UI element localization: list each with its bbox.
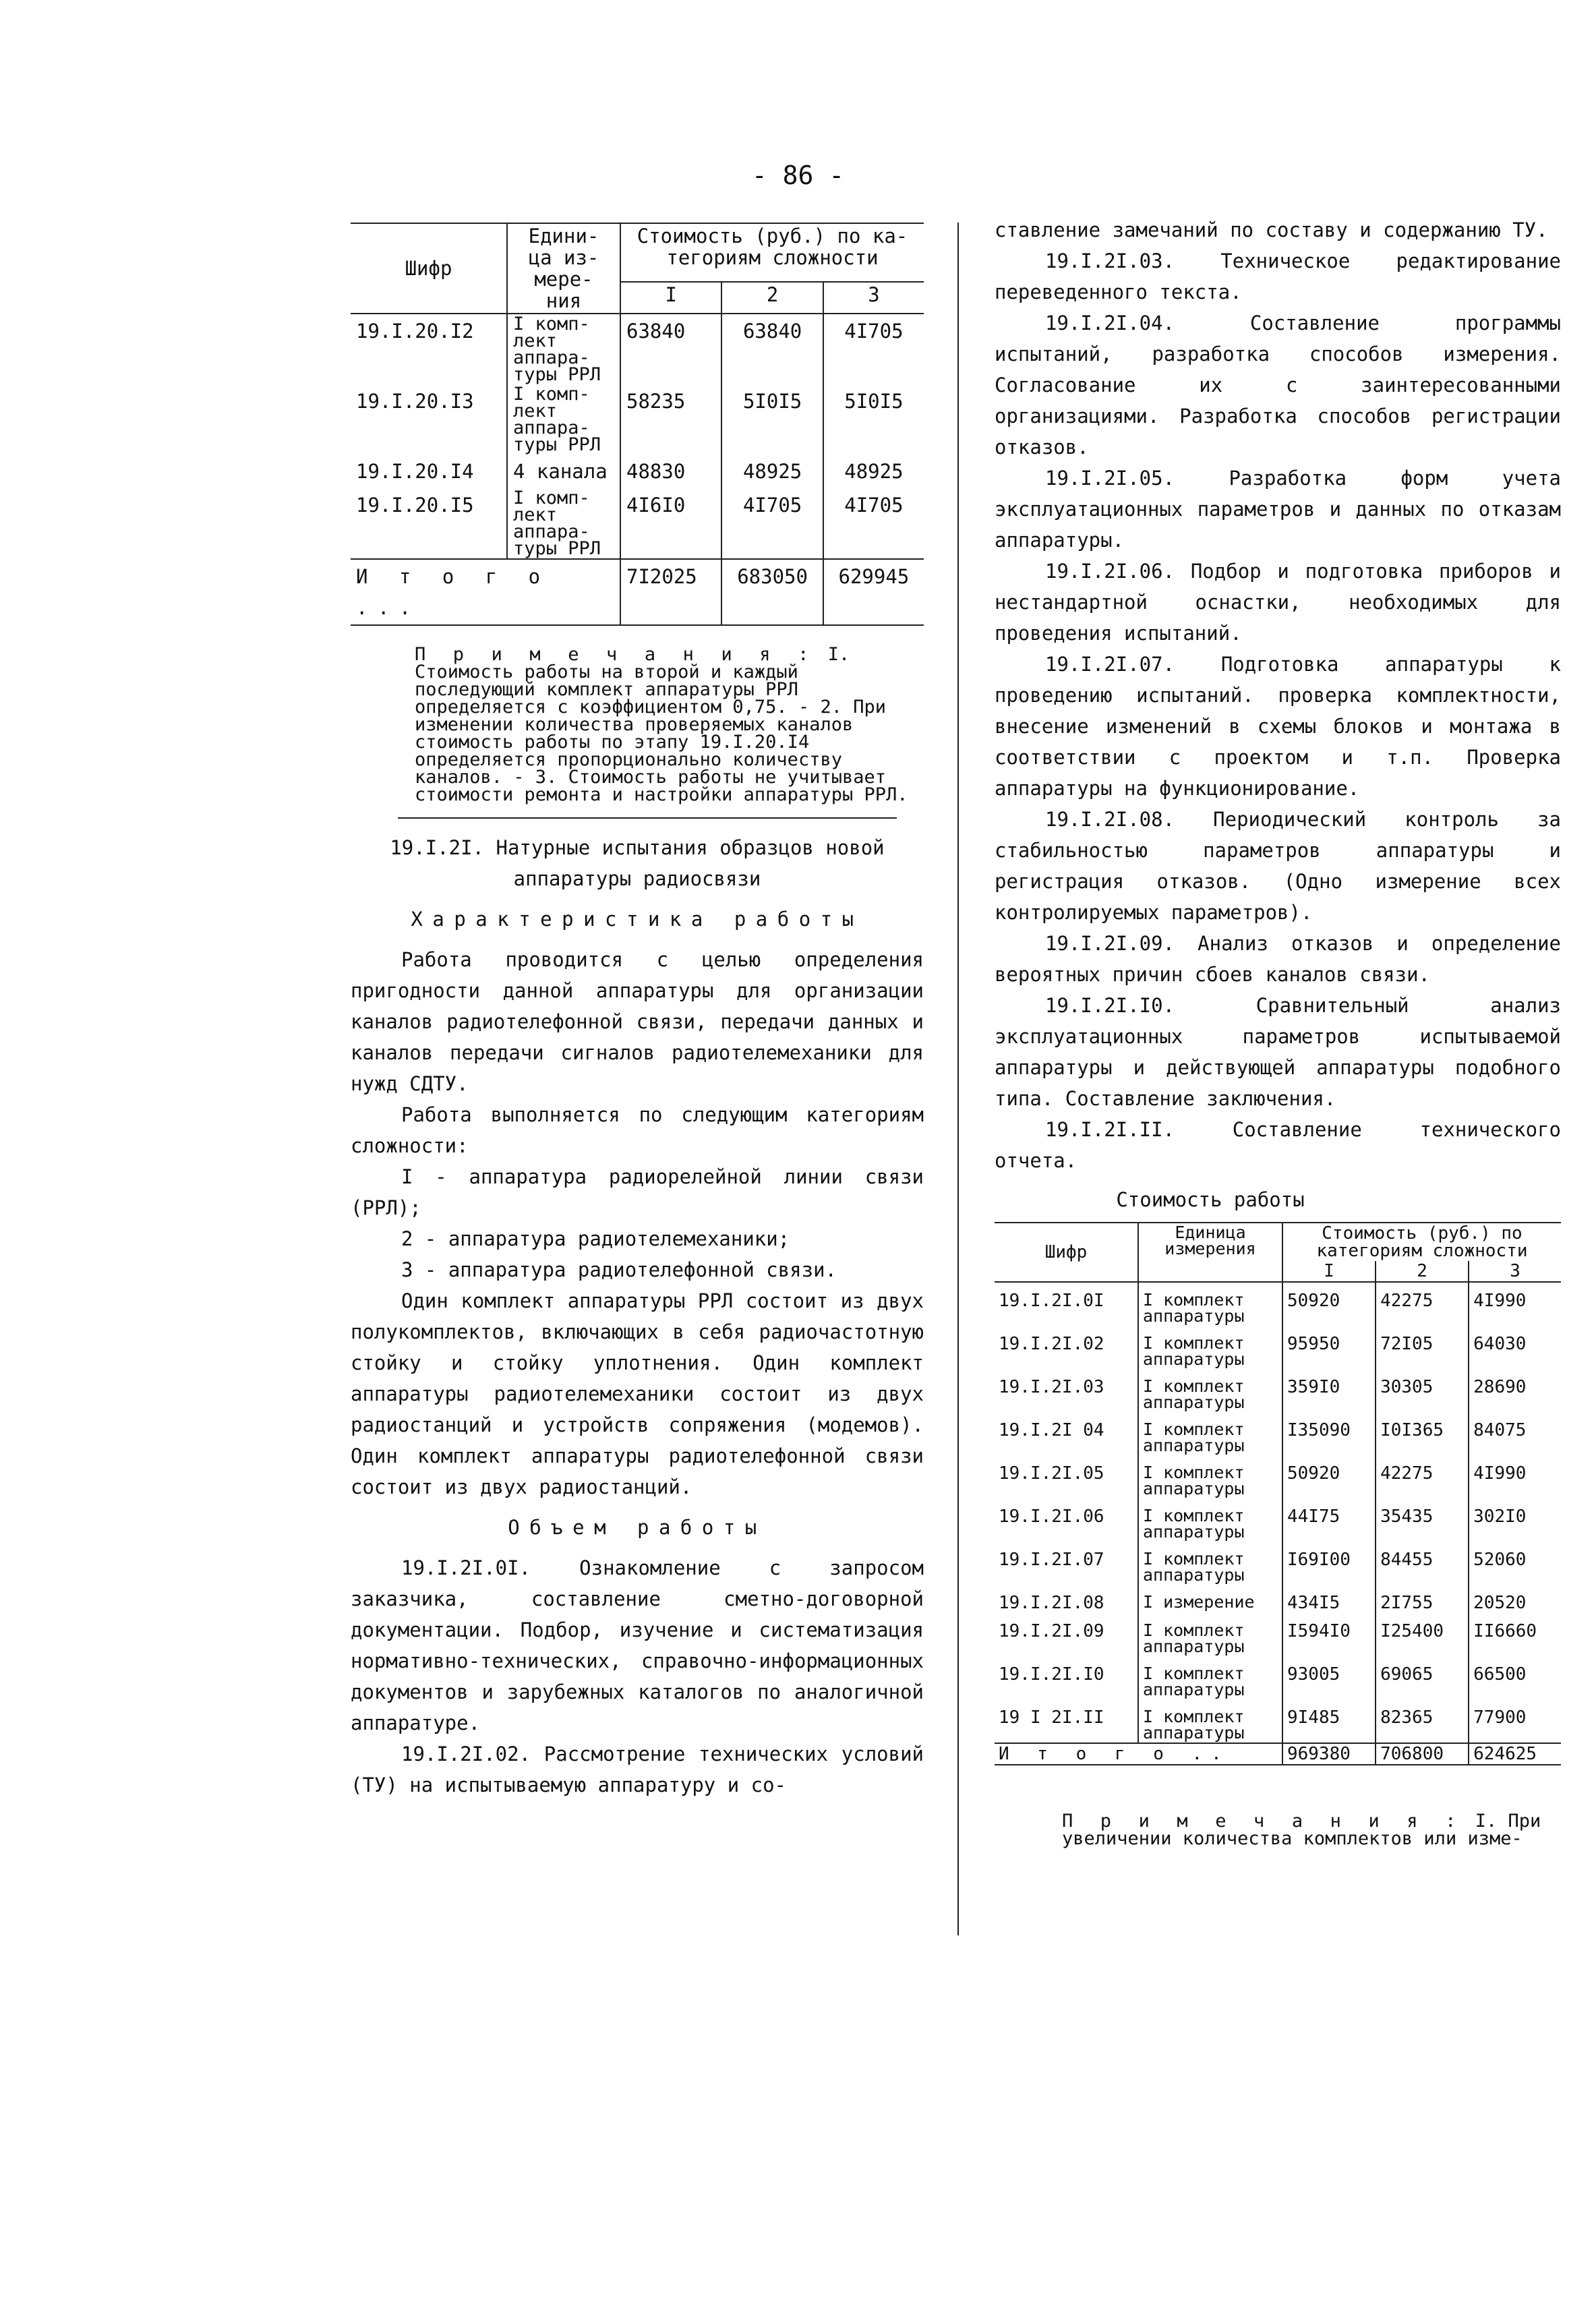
row-c1: 95950 (1282, 1326, 1376, 1369)
row-code: 19.I.2I.08 (995, 1585, 1138, 1613)
row-code: 19.I.20.I2 (351, 314, 507, 384)
row-unit: I комплект аппаратуры (1138, 1613, 1282, 1656)
row-code: 19.I.2I.02 (995, 1326, 1138, 1369)
item-11: 19.I.2I.II. Составление технического отчета. (995, 1118, 1561, 1172)
header-cost: Стоимость (руб.) по категориям сложности (1282, 1223, 1561, 1261)
cost-table-1 (351, 223, 924, 626)
row-code: 19.I.20.I5 (351, 488, 507, 559)
row-c1: 93005 (1282, 1656, 1376, 1699)
note-text: I. При увеличении количества комплектов или изме- (1062, 1811, 1541, 1849)
row-code: 19.I.2I.03 (995, 1369, 1138, 1412)
item-08: 19.I.2I.08. Периодический контроль за стабильностью параметров аппаратуры и регистрация отказов. (Одно измерение всех контролируемых параметров). (995, 808, 1561, 924)
separator (398, 817, 897, 819)
header-cat2: 2 (721, 282, 823, 314)
total-label: И т о г о ... (351, 559, 620, 625)
right-column (995, 214, 1561, 1848)
row-c2: 2I755 (1376, 1585, 1469, 1613)
total-c1: 7I2025 (620, 559, 721, 625)
table-row (995, 1585, 1561, 1613)
row-c3: 20520 (1473, 1593, 1527, 1613)
table-row (995, 1282, 1561, 1326)
row-c3: II6660 (1473, 1621, 1537, 1641)
table-row (995, 1699, 1561, 1743)
row-c2: 30305 (1376, 1369, 1469, 1412)
scope-heading: Объем работы (508, 1516, 767, 1539)
row-code: 19.I.2I.09 (995, 1613, 1138, 1656)
note-label: П р и м е ч а н и я : (415, 644, 817, 665)
row-c2: 84455 (1376, 1542, 1469, 1585)
section-title: 19.I.2I. Натурные испытания образцов новой аппаратуры радиосвязи (390, 836, 885, 890)
row-c1: 58235 (620, 384, 721, 455)
row-unit: I комп- лект аппара- туры РРЛ (507, 384, 620, 455)
row-code: 19.I.2I.0I (995, 1282, 1138, 1326)
row-c2: I0I365 (1376, 1412, 1469, 1455)
header-cat2: 2 (1376, 1261, 1469, 1282)
row-c2: 42275 (1376, 1455, 1469, 1498)
row-c3: 4I705 (844, 320, 904, 343)
total-c2: 683050 (721, 559, 823, 625)
left-column (351, 223, 924, 1801)
row-c2: 72I05 (1376, 1326, 1469, 1369)
row-c1: 4I6I0 (620, 488, 721, 559)
row-code: 19.I.2I.I0 (995, 1656, 1138, 1699)
table-row (995, 1326, 1561, 1369)
row-unit: I комплект аппаратуры (1138, 1326, 1282, 1369)
row-c3: 66500 (1473, 1664, 1527, 1685)
paragraph: Работа проводится с целью определения пригодности данной аппаратуры для организации каналов радиотелефонной связи, передачи данных и каналов передачи сигналов радиотелемеханики для нужд СДТУ. (351, 948, 924, 1095)
row-c3: 5I0I5 (844, 390, 904, 413)
header-unit: Единица измерения (1138, 1223, 1282, 1282)
row-unit: I комп- лект аппара- туры РРЛ (507, 488, 620, 559)
total-c3: 624625 (1469, 1743, 1561, 1765)
page-number: - 86 - (751, 160, 845, 190)
item-01: 19.I.2I.0I. Ознакомление с запросом заказчика, составление сметно-договорной документации. Подбор, изучение и систематизация нормативно-технических, справочно-информационных документов и зарубежных каталогов по аналогичной аппаратуре. (351, 1556, 924, 1734)
cost-title: Стоимость работы (1116, 1188, 1305, 1211)
row-c3: 4I705 (844, 494, 904, 517)
row-unit: I измерение (1138, 1585, 1282, 1613)
row-c2: 63840 (721, 314, 823, 384)
note-label: П р и м е ч а н и я : (1062, 1811, 1465, 1832)
table-row (351, 314, 924, 384)
table-row (995, 1613, 1561, 1656)
category-1: I - аппаратура радиорелейной линии связи (РРЛ); (351, 1165, 924, 1219)
row-unit: I комплект аппаратуры (1138, 1542, 1282, 1585)
paragraph: Работа выполняется по следующим категориям сложности: (351, 1103, 924, 1157)
header-code: Шифр (351, 223, 507, 314)
table-row (995, 1498, 1561, 1542)
row-c2: I25400 (1376, 1613, 1469, 1656)
row-unit: I комп- лект аппара- туры РРЛ (507, 314, 620, 384)
row-c1: 48830 (620, 455, 721, 488)
row-c1: I594I0 (1282, 1613, 1376, 1656)
total-row (351, 559, 924, 625)
table-row (995, 1369, 1561, 1412)
category-3: 3 - аппаратура радиотелефонной связи. (401, 1258, 837, 1281)
paragraph: Один комплект аппаратуры РРЛ состоит из двух полукомплектов, включающих в себя радиочастотную стойку и стойку уплотнения. Один комплект аппаратуры радиотелемеханики состоит из двух радиостанций и устройств сопряжения (модемов). Один комплект аппаратуры радиотелефонной связи состоит из двух радиостанций. (351, 1289, 924, 1498)
note-text: I. Стоимость работы на второй и каждый последующий комплект аппаратуры РРЛ определяется с коэффициентом 0,75. - 2. При изменении количества проверяемых каналов стоимость работы по этапу 19.I.20.I4 определяется пропорционально количеству каналов. - 3. Стоимость работы не учитывает стоимости ремонта и настройки аппаратуры РРЛ. (415, 644, 908, 805)
row-code: 19.I.2I.06 (995, 1498, 1138, 1542)
table-row (351, 488, 924, 559)
row-c3: 4I990 (1473, 1463, 1527, 1484)
row-unit: I комплект аппаратуры (1138, 1656, 1282, 1699)
row-unit: I комплект аппаратуры (1138, 1455, 1282, 1498)
row-c3: 84075 (1473, 1420, 1527, 1440)
row-c2: 35435 (1376, 1498, 1469, 1542)
row-code: 19.I.2I.05 (995, 1455, 1138, 1498)
row-c3: 52060 (1473, 1550, 1527, 1570)
table-row (351, 455, 924, 488)
row-c1: 434I5 (1282, 1585, 1376, 1613)
row-c2: 5I0I5 (721, 384, 823, 455)
table-row (995, 1412, 1561, 1455)
paragraph: ставление замечаний по составу и содержанию ТУ. (995, 218, 1548, 241)
row-c2: 69065 (1376, 1656, 1469, 1699)
total-c1: 969380 (1282, 1743, 1376, 1765)
row-unit: I комплект аппаратуры (1138, 1282, 1282, 1326)
row-c1: 9I485 (1282, 1699, 1376, 1743)
item-06: 19.I.2I.06. Подбор и подготовка приборов и нестандартной оснастки, необходимых для проведения испытаний. (995, 560, 1561, 645)
item-10: 19.I.2I.I0. Сравнительный анализ эксплуатационных параметров испытываемой аппаратуры и действующей аппаратуры подобного типа. Составление заключения. (995, 994, 1561, 1110)
table-row (995, 1656, 1561, 1699)
item-07: 19.I.2I.07. Подготовка аппаратуры к проведению испытаний. проверка комплектности, внесение изменений в схемы блоков и монтажа в соответствии с проектом и т.п. Проверка аппаратуры на функционирование. (995, 653, 1561, 800)
table-row (351, 384, 924, 455)
characteristic-heading: Характеристика работы (411, 908, 864, 931)
row-c1: 44I75 (1282, 1498, 1376, 1542)
column-divider (957, 223, 959, 1935)
row-code: 19.I.20.I4 (351, 455, 507, 488)
item-05: 19.I.2I.05. Разработка форм учета эксплуатационных параметров и данных по отказам аппаратуры. (995, 467, 1561, 552)
row-code: 19 I 2I.II (995, 1699, 1138, 1743)
row-c2: 82365 (1376, 1699, 1469, 1743)
note-1 (351, 646, 924, 804)
row-c1: 63840 (620, 314, 721, 384)
row-unit: I комплект аппаратуры (1138, 1412, 1282, 1455)
row-code: 19.I.20.I3 (351, 384, 507, 455)
total-label: И т о г о .. (995, 1743, 1282, 1765)
row-c1: 50920 (1282, 1455, 1376, 1498)
row-c1: 50920 (1282, 1282, 1376, 1326)
header-cost: Стоимость (руб.) по ка- тегориям сложности (620, 223, 924, 282)
table-row (995, 1542, 1561, 1585)
header-cat1: I (1282, 1261, 1376, 1282)
row-unit: I комплект аппаратуры (1138, 1699, 1282, 1743)
row-unit: I комплект аппаратуры (1138, 1498, 1282, 1542)
note-2 (995, 1813, 1561, 1848)
row-code: 19.I.2I.07 (995, 1542, 1138, 1585)
header-code: Шифр (995, 1223, 1138, 1282)
total-row (995, 1743, 1561, 1765)
row-c3: 302I0 (1473, 1506, 1527, 1527)
row-c3: 64030 (1473, 1334, 1527, 1354)
header-unit: Едини- ца из- мере- ния (507, 223, 620, 314)
item-02: 19.I.2I.02. Рассмотрение технических условий (ТУ) на испытываемую аппаратуру и со- (351, 1743, 924, 1796)
item-04: 19.I.2I.04. Составление программы испытаний, разработка способов измерения. Согласование их с заинтересованными организациями. Разработка способов регистрации отказов. (995, 312, 1561, 459)
row-code: 19.I.2I 04 (995, 1412, 1138, 1455)
row-c2: 42275 (1376, 1282, 1469, 1326)
header-cat3: 3 (1469, 1261, 1561, 1282)
category-2: 2 - аппаратура радиотелемеханики; (401, 1227, 790, 1250)
row-c1: I69I00 (1282, 1542, 1376, 1585)
total-c2: 706800 (1376, 1743, 1469, 1765)
cost-table-2 (995, 1222, 1561, 1765)
item-09: 19.I.2I.09. Анализ отказов и определение вероятных причин сбоев каналов связи. (995, 932, 1561, 986)
row-unit: I комплект аппаратуры (1138, 1369, 1282, 1412)
row-c2: 48925 (721, 455, 823, 488)
item-03: 19.I.2I.03. Техническое редактирование переведенного текста. (995, 250, 1561, 303)
row-c3: 4I990 (1473, 1291, 1527, 1311)
row-c3: 48925 (844, 460, 904, 483)
row-unit: 4 канала (507, 455, 620, 488)
row-c1: I35090 (1282, 1412, 1376, 1455)
total-c3: 629945 (823, 559, 924, 625)
header-cat3: 3 (823, 282, 924, 314)
table-row (995, 1455, 1561, 1498)
row-c2: 4I705 (721, 488, 823, 559)
row-c3: 77900 (1473, 1707, 1527, 1728)
row-c1: 359I0 (1282, 1369, 1376, 1412)
header-cat1: I (620, 282, 721, 314)
row-c3: 28690 (1473, 1377, 1527, 1397)
